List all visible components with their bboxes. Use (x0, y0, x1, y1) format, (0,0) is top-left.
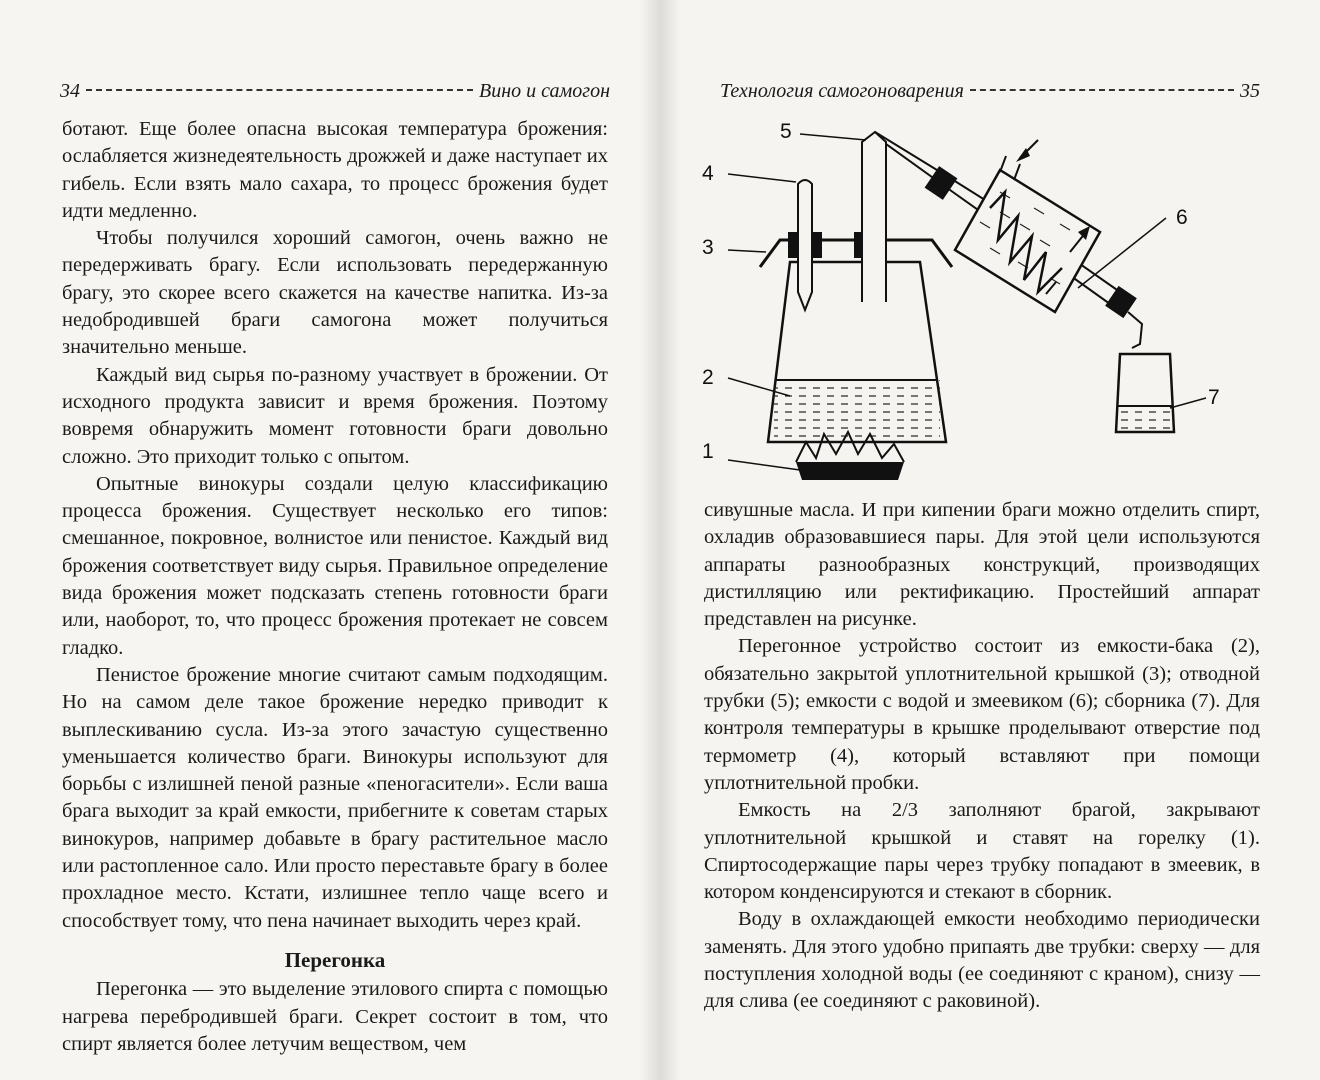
label-2: 2 (702, 366, 714, 389)
condenser (955, 140, 1100, 312)
paragraph: Каждый вид сырья по-разному участвует в брожении. От исходного продукта зависит и время брожения. Поэтому вовремя обнаружить момент готовности браги довольно сложно. Это приходит только с опытом. (62, 363, 608, 468)
paragraph: Опытные винокуры создали целую классификацию процесса брожения. Существует несколько его типов: смешанное, покровное, волнистое или пенистое. Каждый вид брожения соответствует виду сырья. Правильное определение вида брожения может подсказать степень готовности браги или, наоборот, то, что процесс брожения протекает не совсем гладко. (62, 472, 608, 659)
burner (796, 432, 904, 480)
right-page-header (720, 80, 1260, 104)
left-page-header (60, 80, 610, 104)
right-page (660, 0, 1320, 1080)
paragraph: Емкость на 2/3 заполняют брагой, закрывают уплотнительной крышкой и ставят на горелку (1). Спиртосодержащие пары через трубку попадают в змеевик, в котором конденсируются и стекают в сборник. (704, 799, 1260, 904)
label-6: 6 (1176, 206, 1188, 229)
label-7: 7 (1208, 386, 1220, 409)
running-title: Технология самогоноварения (720, 80, 964, 102)
label-1: 1 (702, 440, 714, 463)
collector (1116, 354, 1174, 432)
paragraph: Чтобы получился хороший самогон, очень важно не передерживать брагу. Если использовать передержанную брагу, это скорее всего скажется на качестве напитка. Из-за недобродившей браги самогона может получиться значительно меньше. (62, 227, 608, 359)
label-5: 5 (780, 120, 792, 143)
left-page-body (62, 116, 608, 1058)
thermometer (798, 180, 812, 310)
section-heading: Перегонка (284, 947, 386, 972)
paragraph: Воду в охлаждающей емкости необходимо периодически заменять. Для этого удобно припаять две трубки: сверху — для поступления холодной воды (ее соединяют с краном), снизу — для слива (ее соединяют с раковиной). (704, 908, 1260, 1013)
tank (768, 262, 946, 442)
paragraph: ботают. Еще более опасна высокая температура брожения: ослабляется жизнедеятельность дрожжей и даже наступает их гибель. Если взять мало сахара, то процесс брожения будет идти медленно. (62, 118, 608, 222)
paragraph: Перегонка — это выделение этилового спирта с помощью нагрева перебродившей браги. Секрет состоит в том, что спирт является более летучим веществом, чем (62, 978, 608, 1055)
paragraph: Перегонное устройство состоит из емкости-бака (2), обязательно закрытой уплотнительной крышкой (3); отводной трубки (5); емкости с водой и змеевиком (6); сборника (7). Для контроля температуры в крышке проделывают отверстие под термометр (4), который вставляют при помощи уплотнительной пробки. (704, 635, 1260, 794)
header-rule (970, 89, 1234, 91)
book-gutter (640, 0, 680, 1080)
right-page-body (704, 497, 1260, 1016)
drip-outlet (1105, 286, 1142, 348)
label-3: 3 (702, 236, 714, 259)
page-number: 34 (60, 80, 80, 102)
running-title: Вино и самогон (479, 80, 610, 102)
distillation-apparatus-diagram (700, 112, 1280, 492)
label-4: 4 (702, 162, 714, 185)
page-number: 35 (1240, 80, 1260, 102)
paragraph: сивушные масла. И при кипении браги можно отделить спирт, охладив образовавшиеся пары. Для этой цели используются аппараты разнообразных конструкций, производящих дистилляцию или ректификацию. Простейший аппарат представлен на рисунке. (704, 499, 1260, 631)
paragraph: Пенистое брожение многие считают самым подходящим. Но на самом деле такое брожение нередко приводит к выплескиванию сусла. Из-за этого зачастую существенно уменьшается количество браги. Винокуры используют для борьбы с излишней пеной разные «пеногасители». Если ваша брага выходит за край емкости, прибегните к советам старых винокуров, например добавьте в брагу растительное масло или растопленное сало. Или просто переставьте брагу в более прохладное место. Кстати, излишнее тепло чаще всего и способствует тому, что пена начинает выходить через край. (62, 663, 608, 932)
header-rule (86, 89, 473, 91)
